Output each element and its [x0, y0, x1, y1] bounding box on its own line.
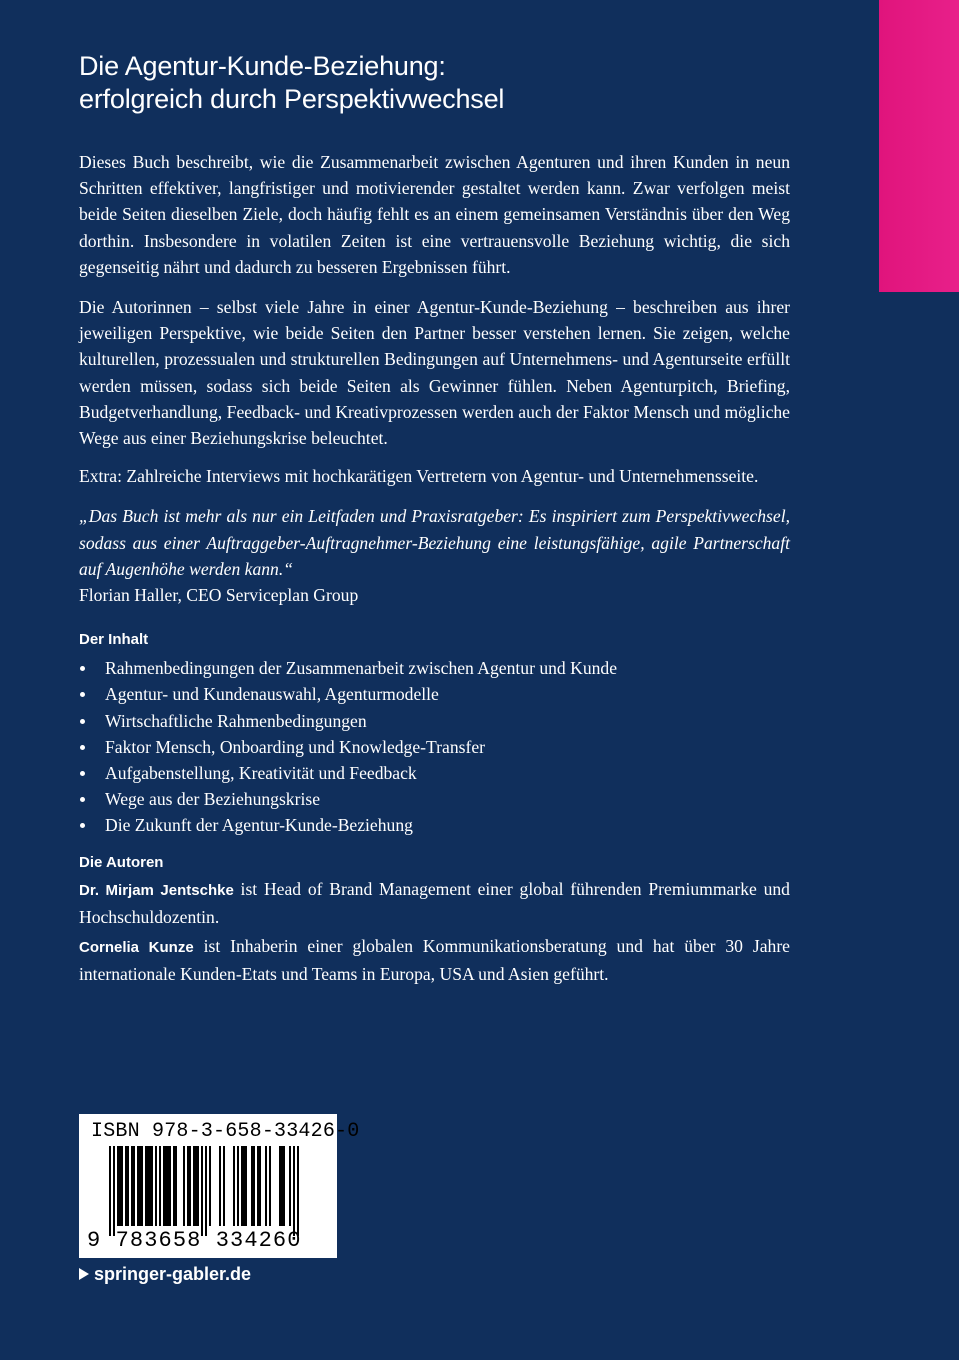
list-item: Rahmenbedingungen der Zusammenarbeit zwischen Agentur und Kunde: [79, 655, 790, 681]
barcode-bar: [259, 1146, 261, 1226]
list-item: Agentur- und Kundenauswahl, Agenturmodelle: [79, 681, 790, 707]
barcode-bar: [139, 1146, 141, 1226]
barcode-bar: [183, 1146, 185, 1226]
publisher-website-link[interactable]: [79, 1262, 251, 1286]
barcode-bar: [165, 1146, 167, 1226]
author-text-1: ist Head of Brand Management einer global führenden Premiummarke und Hochschuldozentin.: [79, 878, 790, 927]
website-label: springer-gabler.de: [94, 1264, 252, 1284]
quote-attribution: Florian Haller, CEO Serviceplan Group: [79, 585, 359, 606]
barcode-bar: [193, 1146, 195, 1226]
authors-heading: Die Autoren: [79, 853, 164, 871]
contents-heading: Der Inhalt: [79, 631, 149, 649]
contents-list: [79, 655, 790, 838]
barcode-bar: [251, 1146, 253, 1226]
barcode-bar: [233, 1146, 235, 1226]
barcode-bar: [187, 1146, 189, 1226]
barcode-bar: [279, 1146, 281, 1226]
barcode-bar: [265, 1146, 267, 1226]
description-paragraph-2: Die Autorinnen – selbst viele Jahre in einer Agentur-Kunde-Beziehung – beschreiben aus ihrer jeweiligen Perspektive, wie beide Seiten den Partner besser verstehen lernen. Sie zeigen, welche kulturellen, prozessualen und strukturellen Bedingungen auf Unternehmens- und Agenturseite erfüllt werden müssen, sodass sich beide Seiten als Gewinner fühlen. Neben Agenturpitch, Briefing, Budgetverhandlung, Feedback- und Kreativprozessen werden auch der Faktor Mensch und mögliche Wege aus einer Beziehungskrise beleuchtet.: [79, 297, 790, 449]
list-item: Faktor Mensch, Onboarding und Knowledge-Transfer: [79, 734, 790, 760]
barcode-bar: [197, 1146, 199, 1226]
quote-text: „Das Buch ist mehr als nur ein Leitfaden und Praxisratgeber: Es inspiriert zum Perspektivwechsel, sodass aus einer Auftraggeber-Auftragnehmer-Beziehung eine leistungsfähige, agile Partnerschaft auf Augenhöhe werden kann.“: [79, 506, 790, 579]
barcode-bar: [297, 1146, 299, 1236]
barcode-bar: [113, 1146, 115, 1236]
pink-accent-tab: [879, 0, 959, 292]
barcode-bar: [283, 1146, 285, 1226]
barcode-bar: [219, 1146, 221, 1226]
barcode-bar: [109, 1146, 111, 1236]
isbn-barcode: [79, 1114, 360, 1258]
list-item: Die Zukunft der Agentur-Kunde-Beziehung: [79, 812, 790, 838]
barcode-bar: [117, 1146, 119, 1226]
barcode-bar: [189, 1146, 191, 1226]
barcode-bar: [133, 1146, 135, 1226]
arrow-right-icon: [79, 1268, 89, 1280]
barcode-bar: [163, 1146, 165, 1226]
barcode-bar: [155, 1146, 157, 1226]
barcode-bar: [289, 1146, 291, 1226]
barcode-bar: [141, 1146, 143, 1226]
barcode-bar: [195, 1146, 197, 1226]
barcode-bar: [209, 1146, 211, 1226]
barcode-bar: [237, 1146, 239, 1226]
barcode-bar: [149, 1146, 151, 1226]
barcode-bar: [269, 1146, 271, 1226]
barcode-bar: [293, 1146, 295, 1236]
description-paragraph-1: Dieses Buch beschreibt, wie die Zusammenarbeit zwischen Agenturen und ihren Kunden in neun Schritten effektiver, langfristiger und motivierender gestaltet werden kann. Zwar verfolgen meist beide Seiten dieselben Ziele, doch häufig fehlt es an einem gemeinsamen Verständnis über den Weg dorthin. Insbesondere in volatilen Zeiten ist eine vertrauensvolle Beziehung wichtig, die sich gegenseitig nährt und dadurch zu besseren Ergebnissen führt.: [79, 152, 790, 277]
list-item: Wege aus der Beziehungskrise: [79, 786, 790, 812]
barcode-bar: [173, 1146, 175, 1226]
barcode-bar: [159, 1146, 161, 1226]
list-item: Aufgabenstellung, Kreativität und Feedback: [79, 760, 790, 786]
barcode-bar: [257, 1146, 259, 1226]
barcode-bar: [125, 1146, 127, 1226]
author-text-2: ist Inhaberin einer globalen Kommunikationsberatung und hat über 30 Jahre internationale Kunden-Etats und Teams in Europa, USA und Asien geführt.: [79, 936, 790, 985]
ean-digits: 9 783658 334260: [87, 1228, 302, 1253]
book-title: [79, 50, 859, 116]
barcode-bar: [223, 1146, 225, 1226]
list-item: Wirtschaftliche Rahmenbedingungen: [79, 708, 790, 734]
barcode-bar: [137, 1146, 139, 1226]
barcode-bar: [121, 1146, 123, 1226]
barcode-bar: [151, 1146, 153, 1226]
barcode-bar: [281, 1146, 283, 1226]
author-name-2: Cornelia Kunze: [79, 939, 194, 957]
barcode-bar: [243, 1146, 245, 1226]
blurb-content: [79, 149, 790, 987]
barcode-bar: [241, 1146, 243, 1226]
barcode-bar: [127, 1146, 129, 1226]
barcode-bar: [131, 1146, 133, 1226]
author-bio-1: [79, 876, 790, 930]
barcode-bar: [145, 1146, 147, 1226]
testimonial-quote: [79, 503, 790, 608]
barcode-bar: [253, 1146, 255, 1226]
barcode-bar: [201, 1146, 203, 1236]
barcode-bar: [167, 1146, 169, 1226]
barcode-bar: [205, 1146, 207, 1236]
title-line-1: Die Agentur-Kunde-Beziehung:: [79, 51, 446, 81]
extra-paragraph: Extra: Zahlreiche Interviews mit hochkarätigen Vertretern von Agentur- und Unternehmensseite.: [79, 466, 759, 487]
author-bio-2: [79, 933, 790, 987]
barcode-bar: [119, 1146, 121, 1226]
barcode-bar: [245, 1146, 247, 1226]
barcode-bar: [147, 1146, 149, 1226]
title-line-2: erfolgreich durch Perspektivwechsel: [79, 84, 505, 114]
barcode-bar: [169, 1146, 171, 1226]
barcode-bar: [175, 1146, 177, 1226]
isbn-label: ISBN 978-3-658-33426-0: [91, 1120, 360, 1143]
author-name-1: Dr. Mirjam Jentschke: [79, 881, 234, 899]
